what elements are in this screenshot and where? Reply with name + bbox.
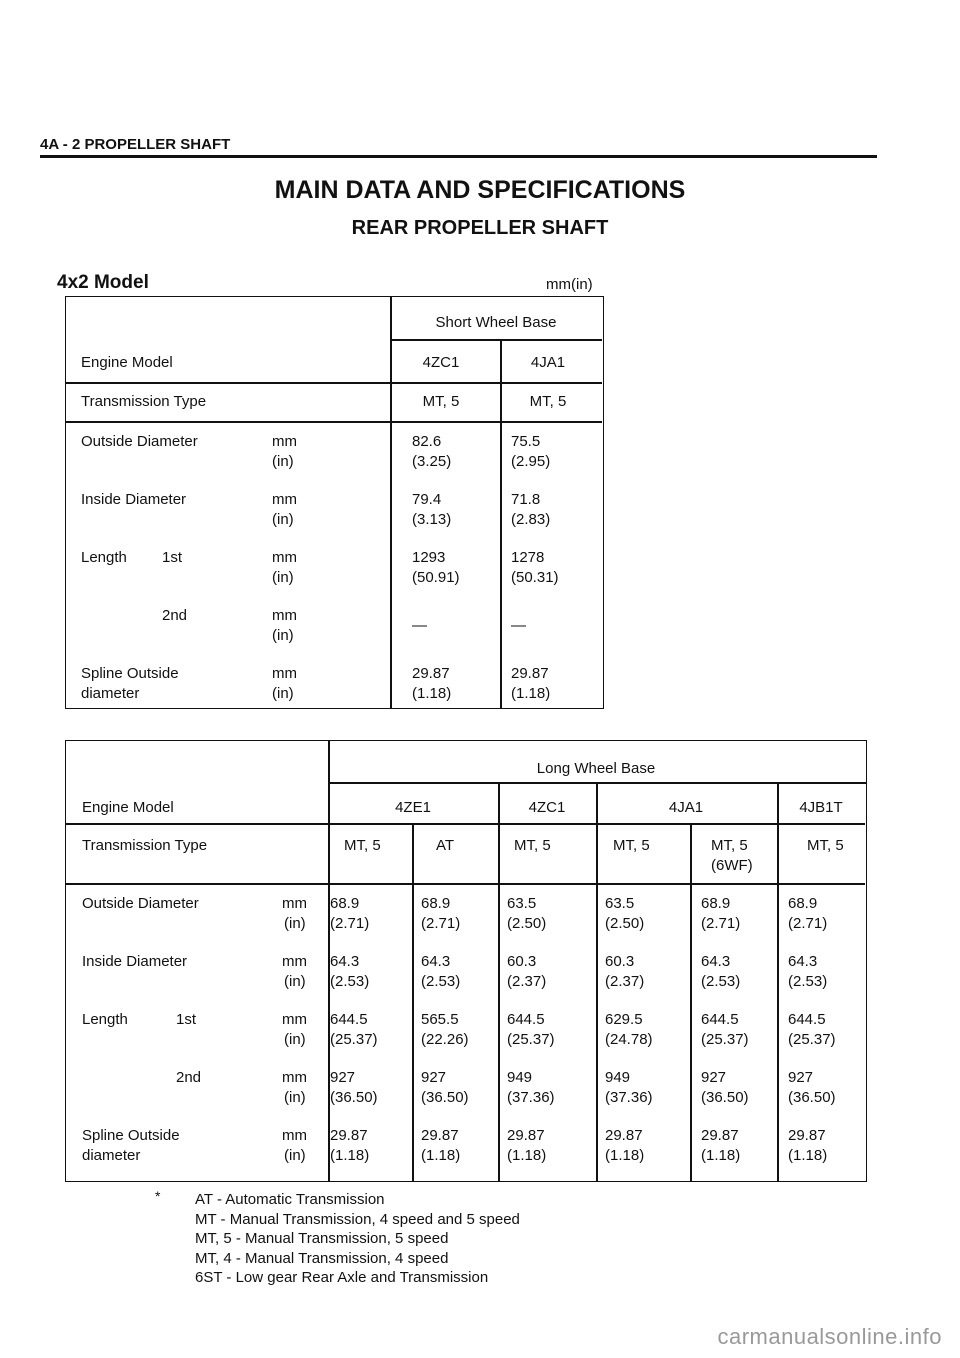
long-trans-2: AT (436, 837, 455, 854)
short-cell-mm: 29.87 (412, 665, 450, 682)
long-cell-mm: 629.5 (605, 1011, 643, 1028)
short-cell-in: (50.91) (412, 569, 460, 586)
long-row-sublabel: 1st (176, 1011, 197, 1028)
long-cell-mm: 644.5 (507, 1011, 545, 1028)
long-table-hline (65, 823, 865, 825)
long-trans-note: (6WF) (711, 857, 753, 874)
long-cell-in: (2.37) (507, 973, 547, 990)
long-cell-in: (2.71) (788, 915, 828, 932)
short-cell-mm: 82.6 (412, 433, 442, 450)
long-row-unit-mm: mm (282, 1127, 307, 1144)
footnote-line: MT, 4 - Manual Transmission, 4 speed (195, 1249, 449, 1267)
header-rule (40, 155, 877, 158)
long-cell-mm: 565.5 (421, 1011, 459, 1028)
short-row-label: Spline Outside (81, 665, 179, 682)
long-engine-2: 4ZC1 (528, 799, 566, 816)
long-cell-in: (1.18) (605, 1147, 645, 1164)
long-cell-mm: 63.5 (507, 895, 537, 912)
long-cell-mm: 64.3 (701, 953, 731, 970)
short-cell-in: (2.95) (511, 453, 551, 470)
short-trans-label: Transmission Type (81, 393, 207, 410)
long-cell-mm: 29.87 (421, 1127, 459, 1144)
long-row-unit-in: (in) (284, 1031, 306, 1048)
watermark: carmanualsonline.info (717, 1324, 942, 1349)
page-header: 4A - 2 PROPELLER SHAFT (40, 136, 231, 153)
long-row-unit-in: (in) (284, 1089, 306, 1106)
short-row-unit-mm: mm (272, 607, 297, 624)
long-row-unit-mm: mm (282, 1069, 307, 1086)
short-row-sublabel: 2nd (162, 607, 188, 624)
long-cell-in: (25.37) (330, 1031, 378, 1048)
long-cell-mm: 64.3 (330, 953, 360, 970)
page-subtitle: REAR PROPELLER SHAFT (351, 217, 609, 239)
long-trans-4: MT, 5 (613, 837, 650, 854)
long-engine-4: 4JB1T (799, 799, 843, 816)
short-cell-mm: 1278 (511, 549, 545, 566)
footnote-line: 6ST - Low gear Rear Axle and Transmission (195, 1269, 489, 1286)
long-cell-in: (36.50) (701, 1089, 749, 1106)
short-cell-mm: — (412, 617, 427, 634)
short-row-unit-mm: mm (272, 433, 297, 450)
short-table-hline (65, 421, 602, 423)
long-engine-label: Engine Model (82, 799, 174, 816)
long-cell-mm: 644.5 (701, 1011, 739, 1028)
short-row-unit-in: (in) (272, 627, 294, 644)
footnote-star: * (155, 1188, 161, 1204)
long-row-unit-mm: mm (282, 895, 307, 912)
short-row-label: Length (81, 549, 127, 566)
long-cell-in: (25.37) (788, 1031, 836, 1048)
long-cell-mm: 29.87 (507, 1127, 545, 1144)
long-cell-mm: 927 (701, 1069, 727, 1086)
long-cell-in: (36.50) (788, 1089, 836, 1106)
footnote-line: MT - Manual Transmission, 4 speed and 5 speed (195, 1210, 520, 1228)
short-cell-mm: 79.4 (412, 491, 442, 508)
short-trans-2: MT, 5 (529, 393, 567, 410)
long-trans-6: MT, 5 (807, 837, 844, 854)
short-cell-in: (3.13) (412, 511, 452, 528)
short-trans-1: MT, 5 (422, 393, 460, 410)
long-cell-in: (24.78) (605, 1031, 653, 1048)
long-cell-in: (36.50) (330, 1089, 378, 1106)
short-cell-mm: — (511, 617, 526, 634)
long-cell-in: (25.37) (507, 1031, 555, 1048)
long-row-label: Outside Diameter (82, 895, 199, 912)
long-cell-in: (1.18) (421, 1147, 461, 1164)
long-cell-mm: 68.9 (788, 895, 818, 912)
long-cell-in: (1.18) (701, 1147, 741, 1164)
long-cell-in: (36.50) (421, 1089, 469, 1106)
long-cell-in: (22.26) (421, 1031, 469, 1048)
long-row-unit-mm: mm (282, 1011, 307, 1028)
long-cell-mm: 927 (421, 1069, 447, 1086)
long-row-label-2: diameter (82, 1147, 141, 1164)
short-row-label-2: diameter (81, 685, 140, 702)
long-row-label: Inside Diameter (82, 953, 188, 970)
long-table-vline (777, 784, 779, 1182)
long-cell-mm: 68.9 (330, 895, 360, 912)
short-table-hline (390, 339, 602, 341)
long-cell-mm: 68.9 (421, 895, 451, 912)
long-cell-mm: 927 (330, 1069, 356, 1086)
long-cell-in: (2.71) (701, 915, 741, 932)
short-row-unit-mm: mm (272, 665, 297, 682)
short-row-sublabel: 1st (162, 549, 183, 566)
short-cell-in: (1.18) (511, 685, 551, 702)
long-cell-in: (37.36) (605, 1089, 653, 1106)
long-cell-mm: 927 (788, 1069, 814, 1086)
footnote (195, 1190, 520, 1288)
long-engine-3: 4JA1 (668, 799, 704, 816)
long-cell-in: (25.37) (701, 1031, 749, 1048)
long-cell-in: (1.18) (788, 1147, 828, 1164)
long-table-hline (65, 883, 865, 885)
short-row-unit-in: (in) (272, 511, 294, 528)
long-cell-mm: 949 (507, 1069, 533, 1086)
short-cell-in: (2.83) (511, 511, 551, 528)
page-title: MAIN DATA AND SPECIFICATIONS (274, 176, 686, 204)
long-row-unit-in: (in) (284, 973, 306, 990)
long-cell-in: (2.50) (507, 915, 547, 932)
short-row-label: Inside Diameter (81, 491, 187, 508)
short-cell-in: (1.18) (412, 685, 452, 702)
footnote-line: AT - Automatic Transmission (195, 1191, 385, 1208)
long-cell-mm: 29.87 (788, 1127, 826, 1144)
long-cell-mm: 60.3 (605, 953, 635, 970)
long-row-unit-mm: mm (282, 953, 307, 970)
short-row-label: Outside Diameter (81, 433, 198, 450)
short-row-unit-in: (in) (272, 569, 294, 586)
long-cell-mm: 64.3 (788, 953, 818, 970)
long-row-label: Spline Outside (82, 1127, 180, 1144)
long-cell-mm: 64.3 (421, 953, 451, 970)
long-table-vline (596, 784, 598, 1182)
short-engine-2: 4JA1 (530, 354, 566, 371)
unit-label: mm(in) (546, 276, 593, 293)
short-table-vline (390, 296, 392, 709)
section-title: 4x2 Model (57, 272, 149, 293)
long-cell-mm: 60.3 (507, 953, 537, 970)
long-cell-in: (2.71) (421, 915, 461, 932)
short-table-vline (500, 341, 502, 709)
long-cell-in: (2.53) (421, 973, 461, 990)
long-trans-label: Transmission Type (82, 837, 208, 854)
long-cell-mm: 29.87 (330, 1127, 368, 1144)
short-cell-mm: 75.5 (511, 433, 541, 450)
short-engine-1: 4ZC1 (422, 354, 460, 371)
long-cell-mm: 644.5 (330, 1011, 368, 1028)
long-table-vline (690, 825, 692, 1182)
long-cell-in: (1.18) (330, 1147, 370, 1164)
long-cell-mm: 68.9 (701, 895, 731, 912)
long-table-vline (412, 825, 414, 1182)
short-cell-mm: 71.8 (511, 491, 541, 508)
long-cell-in: (2.37) (605, 973, 645, 990)
long-row-label: Length (82, 1011, 128, 1028)
short-wheelbase-header: Short Wheel Base (435, 314, 557, 331)
long-cell-mm: 29.87 (701, 1127, 739, 1144)
long-cell-in: (1.18) (507, 1147, 547, 1164)
long-cell-mm: 949 (605, 1069, 631, 1086)
long-row-unit-in: (in) (284, 915, 306, 932)
short-engine-label: Engine Model (81, 354, 173, 371)
long-trans-3: MT, 5 (514, 837, 551, 854)
long-wheelbase-header: Long Wheel Base (536, 760, 656, 777)
long-cell-mm: 63.5 (605, 895, 635, 912)
short-table-hline (65, 382, 602, 384)
short-row-unit-mm: mm (272, 491, 297, 508)
long-row-sublabel: 2nd (176, 1069, 202, 1086)
short-cell-in: (3.25) (412, 453, 452, 470)
short-cell-in: (50.31) (511, 569, 559, 586)
long-cell-mm: 29.87 (605, 1127, 643, 1144)
footnote-line: MT, 5 - Manual Transmission, 5 speed (195, 1230, 449, 1247)
short-row-unit-mm: mm (272, 549, 297, 566)
short-row-unit-in: (in) (272, 685, 294, 702)
short-cell-mm: 29.87 (511, 665, 549, 682)
long-cell-in: (2.53) (788, 973, 828, 990)
short-cell-mm: 1293 (412, 549, 446, 566)
long-cell-in: (2.53) (330, 973, 370, 990)
long-cell-in: (2.71) (330, 915, 370, 932)
long-row-unit-in: (in) (284, 1147, 306, 1164)
long-trans-5: MT, 5 (711, 837, 748, 854)
long-cell-mm: 644.5 (788, 1011, 826, 1028)
long-table-vline (498, 784, 500, 1182)
short-row-unit-in: (in) (272, 453, 294, 470)
long-cell-in: (2.50) (605, 915, 645, 932)
long-cell-in: (2.53) (701, 973, 741, 990)
long-engine-1: 4ZE1 (395, 799, 431, 816)
long-cell-in: (37.36) (507, 1089, 555, 1106)
long-trans-1: MT, 5 (344, 837, 381, 854)
